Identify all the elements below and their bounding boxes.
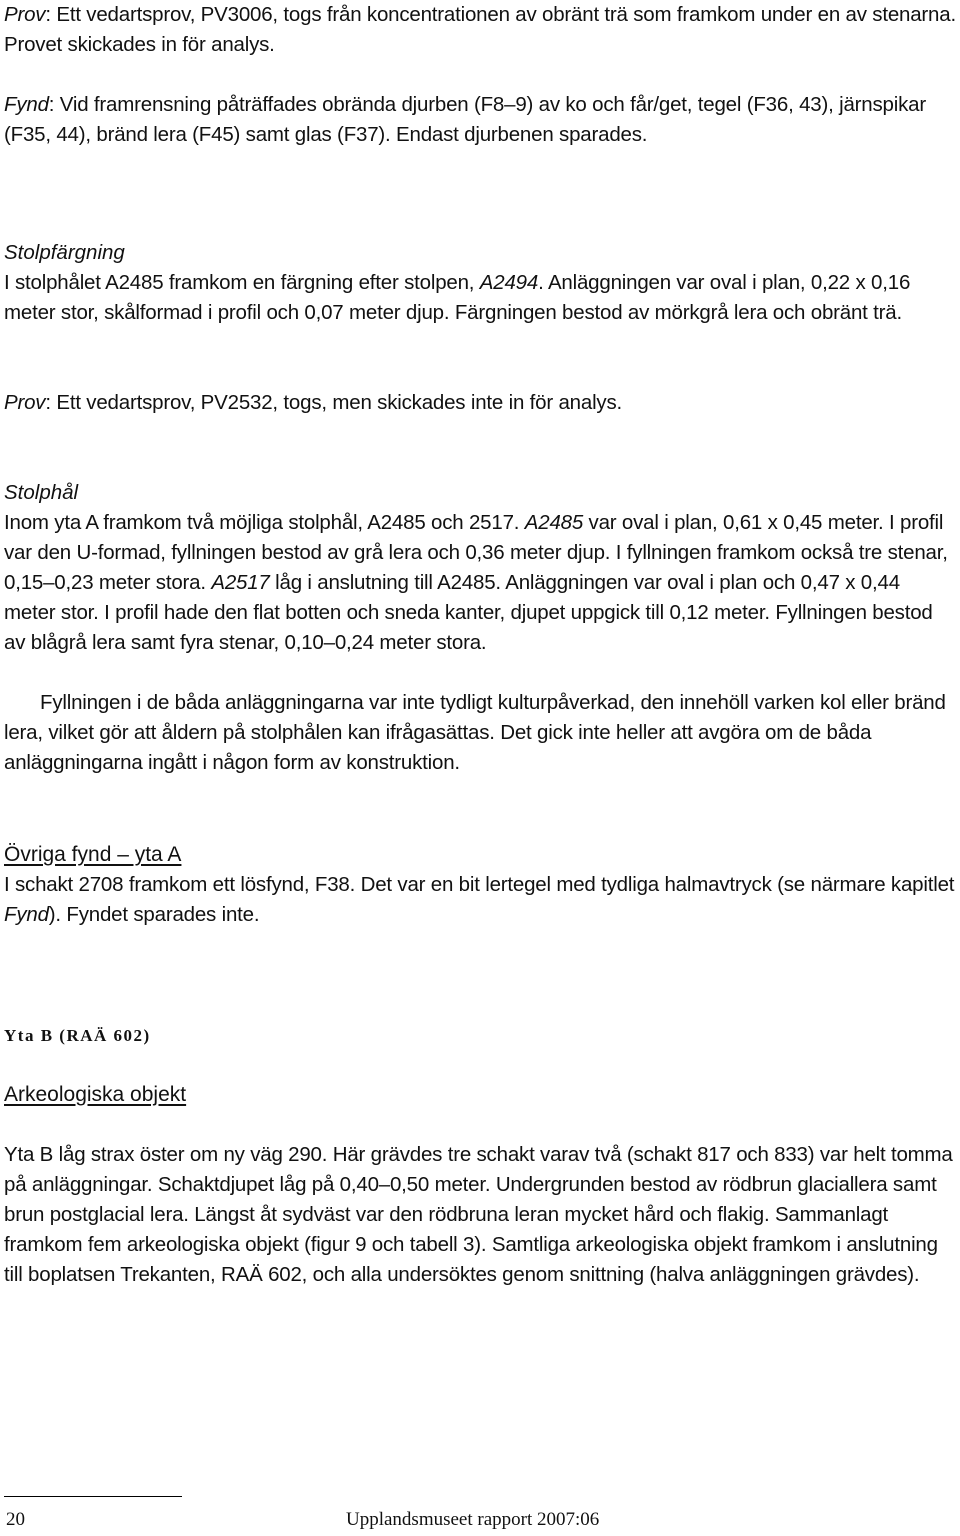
paragraph-text: var oval i plan, 0,61 x 0,45 meter. I profil var den U-formad, fyllningen bestod av grå lera och 0,36 meter djup. I fyllningen framkom också tre stenar, 0,15–0,23 meter stora. [4,511,948,594]
paragraph-yta-b: Yta B låg strax öster om ny väg 290. Här grävdes tre schakt varav två (schakt 817 och 833) var helt tomma på anläggningar. Schaktdjupet låg på 0,40–0,50 meter. Undergrunden bestod av rödbrun glaciallera samt brun postglacial lera. Längst åt sydväst var den rödbruna leran mycket hård och flakig. Sammanlagt framkom fem arkeologiska objekt (figur 9 och tabell 3). Samtliga arkeologiska objekt framkom i anslutning till boplatsen Trekanten, RAÄ 602, och alla undersöktes genom snittning (halva anläggningen grävdes). [4,1143,953,1286]
ref-a2517: A2517 [211,571,270,594]
page-number: 20 [6,1509,25,1530]
ref-a2494: A2494 [479,271,539,294]
footer-rule [4,1496,182,1497]
paragraph-text: : Ett vedartsprov, PV3006, togs från koncentrationen av obränt trä som framkom under en av stenarna. Provet skickades in för analys. [4,3,956,56]
paragraph-prov-pv2532 [4,388,956,418]
paragraph-fynd [4,90,956,150]
heading-ovriga-fynd: Övriga fynd – yta A [4,843,182,866]
report-name: Upplandsmuseet rapport 2007:06 [346,1509,600,1530]
subheading-stolpfargning: Stolpfärgning [4,241,125,264]
paragraph-text: I stolphålet A2485 framkom en färgning efter stolpen, [4,271,480,294]
label-prov: Prov [4,391,46,414]
label-fynd: Fynd [4,93,49,116]
paragraph-text: : Ett vedartsprov, PV2532, togs, men skickades inte in för analys. [45,391,623,414]
paragraph-text: Fyllningen i de båda anläggningarna var inte tydligt kulturpåverkad, den innehöll varken kol eller bränd lera, vilket gör att åldern på stolphålen kan ifrågasättas. Det gick inte heller att avgöra om de båda anläggningarna ingått i någon form av konstruktion. [4,691,946,774]
paragraph-prov-pv3006 [4,0,956,60]
paragraph-text: ). Fyndet sparades inte. [48,903,260,926]
paragraph-text: låg i anslutning till A2485. Anläggningen var oval i plan och 0,47 x 0,44 meter stor. I profil hade den flat botten och sneda kanter, djupet uppgick till 0,12 meter. Fyllningen bestod av blågrå lera samt fyra stenar, 0,10–0,24 meter stora. [4,571,933,654]
paragraph-text: : Vid framrensning påträffades obrända djurben (F8–9) av ko och får/get, tegel (F36, 43), järnspikar (F35, 44), bränd lera (F45) samt glas (F37). Endast djurbenen sparades. [4,93,926,146]
paragraph-text: I schakt 2708 framkom ett lösfynd, F38. Det var en bit lertegel med tydliga halmavtryck (se närmare kapitlet [4,873,955,896]
paragraph-fyllningen [4,688,956,778]
heading-arkeologiska-objekt: Arkeologiska objekt [4,1083,187,1106]
subheading-stolphal: Stolphål [4,481,79,504]
ref-fynd: Fynd [4,903,49,926]
paragraph-text: . Anläggningen var oval i plan, 0,22 x 0,16 meter stor, skålformad i profil och 0,07 meter djup. Färgningen bestod av mörkgrå lera och obränt trä. [4,271,911,324]
heading-yta-b: Yta B (RAÄ 602) [4,1026,151,1045]
paragraph-stolphal [4,508,956,658]
label-prov: Prov [4,3,46,26]
paragraph-text: Inom yta A framkom två möjliga stolphål, A2485 och 2517. [4,511,525,534]
paragraph-ovriga-fynd [4,870,956,930]
paragraph-stolpfargning [4,268,956,328]
ref-a2485: A2485 [524,511,584,534]
